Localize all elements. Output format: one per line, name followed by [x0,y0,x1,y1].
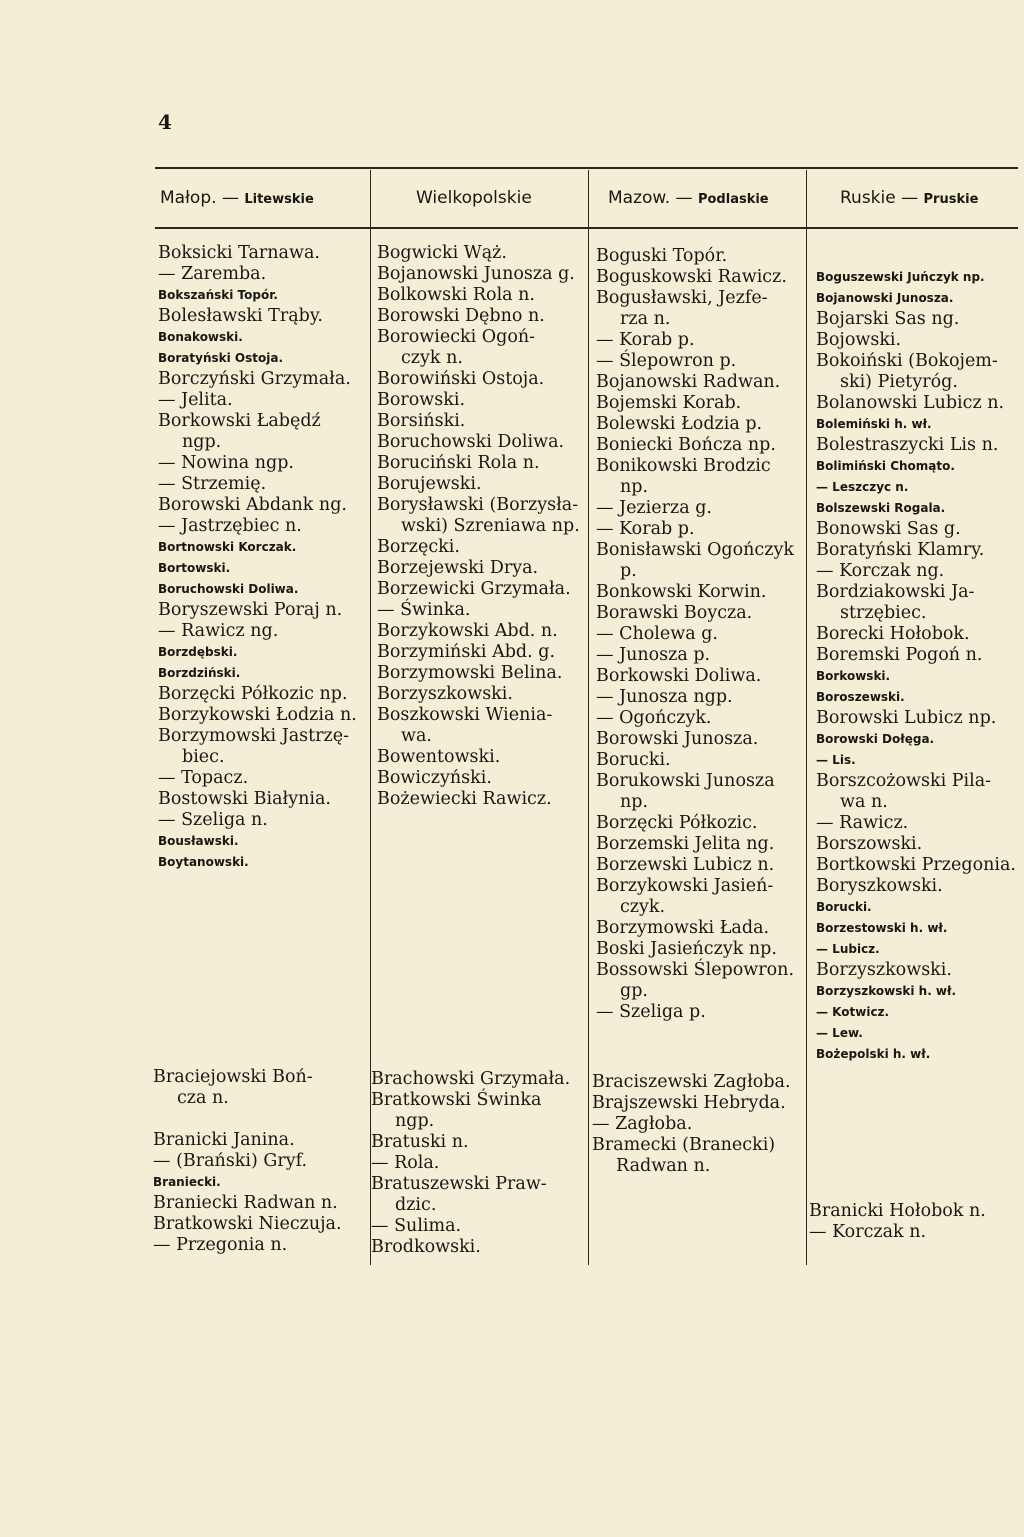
list-item: — Strzemię. [158,474,267,494]
list-item: strzębiec. [840,603,927,623]
list-item: Borkowski Doliwa. [596,666,762,686]
list-item: — Lubicz. [816,942,880,956]
list-item: Borszcożowski Pila- [816,771,992,791]
list-item: — Ślepowron p. [596,351,737,371]
list-item: Bogusławski, Jezfe- [596,288,768,308]
list-item: Bratuszewski Praw- [371,1174,547,1194]
list-item: rza n. [620,309,671,329]
list-item: Brodkowski. [371,1237,481,1257]
list-item: — Korab p. [596,330,695,350]
list-item: Bolesławski Trąby. [158,306,323,326]
header-sub: Podlaskie [697,192,769,207]
list-item: Bożewiecki Rawicz. [377,789,552,809]
list-item: — Zaremba. [158,264,267,284]
list-item: Bowiczyński. [377,768,492,788]
list-item: Borowiński Ostoja. [377,369,545,389]
column-divider [588,170,589,1265]
list-item: — Junosza p. [596,645,711,665]
header-sub: Pruskie [923,192,979,207]
list-item: Bojanowski Junosza. [816,291,954,305]
list-item: Boruciński Rola n. [377,453,540,473]
list-item: Boratyński Ostoja. [158,351,284,365]
list-item: Borkowski. [816,669,891,683]
list-item: — Junosza ngp. [596,687,733,707]
list-item: Borzyszkowski. [377,684,513,704]
list-item: Borzemski Jelita ng. [596,834,775,854]
list-item: Borujewski. [377,474,482,494]
list-item: Bolemiński h. wł. [816,417,932,431]
list-item: dzic. [395,1195,437,1215]
list-item: Borawski Boycza. [596,603,753,623]
list-item: — Lew. [816,1026,863,1040]
list-item: Bramecki (Branecki) [592,1135,776,1155]
list-item [153,1109,342,1130]
list-item: Borzejewski Drya. [377,558,539,578]
list-item: Bowentowski. [377,747,501,767]
list-item: Borzymowski Belina. [377,663,563,683]
list-item: Bonakowski. [158,330,243,344]
list-item: Borzymiński Abd. g. [377,642,556,662]
list-item: Branicki Janina. [153,1130,295,1150]
column-header [160,188,314,214]
column-wielkopolskie-a [377,243,580,810]
list-item: Bonkowski Korwin. [596,582,767,602]
list-item: Borzykowski Abd. n. [377,621,558,641]
list-item: Borzykowski Jasień- [596,876,774,896]
list-item: — (Brański) Gryf. [153,1151,308,1171]
column-malop-litewskie-b [153,1067,342,1256]
list-item: Bortnowski Korczak. [158,540,297,554]
list-item: Bojowski. [816,330,902,350]
list-item: Borucki. [816,900,872,914]
list-item: Bojarski Sas ng. [816,309,960,329]
list-item: Borowski Lubicz np. [816,708,997,728]
list-item: — Kotwicz. [816,1005,890,1019]
list-item: czyk n. [401,348,463,368]
list-item: — Jastrzębiec n. [158,516,302,536]
list-item: Boguskowski Rawicz. [596,267,787,287]
list-item: Borkowski Łabędź [158,411,321,431]
list-item: Bonisławski Ogończyk [596,540,794,560]
list-item: Borzęcki Półkozic. [596,813,758,833]
column-mazow-podlaskie-b [592,1072,791,1177]
list-item: Bossowski Ślepowron. [596,960,795,980]
list-item: — Sulima. [371,1216,462,1236]
list-item: Boratyński Klamry. [816,540,985,560]
list-item: Borowski Abdank ng. [158,495,347,515]
list-item: Branicki Hołobok n. [809,1201,986,1221]
list-item: Braciszewski Zagłoba. [592,1072,791,1092]
list-item: — Szeliga p. [596,1002,706,1022]
list-item: Boruchowski Doliwa. [158,582,299,596]
list-item: Borzewicki Grzymała. [377,579,571,599]
list-item: Bolkowski Rola n. [377,285,535,305]
list-item: Borecki Hołobok. [816,624,970,644]
list-item: — Rola. [371,1153,440,1173]
list-item: Borzymowski Łada. [596,918,770,938]
list-item: — Korczak ng. [816,561,945,581]
list-item: Brajszewski Hebryda. [592,1093,786,1113]
column-divider [806,170,807,1265]
list-item: Boguski Topór. [596,246,728,266]
header-main: Wielkopolskie [416,188,532,208]
list-item: np. [620,477,649,497]
column-malop-litewskie-a [158,243,357,873]
list-item: — Korab p. [596,519,695,539]
list-item: Borukowski Junosza [596,771,775,791]
list-item: p. [620,561,637,581]
list-item: Borzdębski. [158,645,238,659]
list-item: Borczyński Grzymała. [158,369,351,389]
list-item: Bratkowski Świnka [371,1090,542,1110]
list-item: Bolimiński Chomąto. [816,459,955,473]
list-item: — Cholewa g. [596,624,718,644]
page-number: 4 [158,110,172,134]
list-item: — Świnka. [377,600,471,620]
list-item: wski) Szreniawa np. [401,516,580,536]
header-sub: Litewskie [244,192,314,207]
list-item: Borzymowski Jastrzę- [158,726,350,746]
top-rule [155,167,1018,169]
list-item: Braniecki. [153,1175,221,1189]
list-item: Boniecki Bończa np. [596,435,776,455]
list-item: Bokoiński (Bokojem- [816,351,998,371]
list-item: Boszkowski Wienia- [377,705,553,725]
list-item: Borzestowski h. wł. [816,921,948,935]
list-item: Borowski Junosza. [596,729,759,749]
list-item: Borowski. [377,390,466,410]
column-header [608,188,769,214]
list-item: Bokszański Topór. [158,288,278,302]
list-item: Borzęcki Półkozic np. [158,684,348,704]
list-item: Borzdziński. [158,666,241,680]
column-mazow-podlaskie-a [596,246,794,1023]
list-item: Bordziakowski Ja- [816,582,975,602]
list-item: — Rawicz. [816,813,909,833]
list-item: Bonowski Sas g. [816,519,961,539]
list-item: Bortowski. [158,561,231,575]
list-item: Bratkowski Nieczuja. [153,1214,342,1234]
column-ruskie-pruskie-b [809,1201,986,1243]
header-main: Ruskie — [840,188,919,208]
column-wielkopolskie-b [371,1069,570,1258]
list-item: Bolestraszycki Lis n. [816,435,999,455]
list-item: Boremski Pogoń n. [816,645,983,665]
list-item: Boryszewski Poraj n. [158,600,343,620]
list-item: np. [620,792,649,812]
list-item: ski) Pietyróg. [840,372,958,392]
list-item: Borowiecki Ogoń- [377,327,536,347]
list-item: Borowski Dębno n. [377,306,545,326]
list-item: Bolszewski Rogala. [816,501,946,515]
list-item: Bratuski n. [371,1132,469,1152]
list-item: Borsiński. [377,411,466,431]
list-item: Borzykowski Łodzia n. [158,705,357,725]
list-item: Braciejowski Boń- [153,1067,313,1087]
list-item: — Ogończyk. [596,708,712,728]
list-item: — Szeliga n. [158,810,268,830]
list-item: Boguszewski Juńczyk np. [816,270,985,284]
list-item: Bojanowski Radwan. [596,372,781,392]
list-item: — Jezierza g. [596,498,712,518]
list-item: — Przegonia n. [153,1235,288,1255]
list-item: Bożepolski h. wł. [816,1047,931,1061]
list-item: Boroszewski. [816,690,905,704]
list-item: Borzyszkowski h. wł. [816,984,957,998]
list-item: Boski Jasieńczyk np. [596,939,777,959]
list-item: Bonikowski Brodzic [596,456,771,476]
list-item: Bostowski Białynia. [158,789,331,809]
list-item: Bogwicki Wąż. [377,243,507,263]
header-main: Mazow. — [608,188,693,208]
list-item: Braniecki Radwan n. [153,1193,338,1213]
list-item: Borucki. [596,750,671,770]
list-item: Borowski Dołęga. [816,732,935,746]
list-item: Boytanowski. [158,855,249,869]
list-item: Borysławski (Borzysła- [377,495,579,515]
list-item: Bojemski Korab. [596,393,742,413]
list-item: — Leszczyc n. [816,480,909,494]
header-rule [155,227,1018,229]
list-item: Borzyszkowski. [816,960,952,980]
list-item: ngp. [182,432,222,452]
list-item: — Nowina ngp. [158,453,294,473]
list-item: cza n. [177,1088,229,1108]
list-item: Bolanowski Lubicz n. [816,393,1005,413]
list-item: czyk. [620,897,666,917]
list-item: — Korczak n. [809,1222,927,1242]
list-item: Boryszkowski. [816,876,943,896]
list-item: — Topacz. [158,768,249,788]
list-item: Bortkowski Przegonia. [816,855,1016,875]
list-item: Boruchowski Doliwa. [377,432,565,452]
list-item: Brachowski Grzymała. [371,1069,571,1089]
list-item: — Rawicz ng. [158,621,279,641]
list-item: Radwan n. [616,1156,711,1176]
list-item: wa. [401,726,432,746]
column-header [416,188,532,214]
list-item: gp. [620,981,648,1001]
list-item: — Jelita. [158,390,233,410]
list-item: — Zagłoba. [592,1114,693,1134]
list-item: Bousławski. [158,834,239,848]
column-ruskie-pruskie-a [816,267,1016,1065]
header-main: Małop. — [160,188,239,208]
list-item: Borzęcki. [377,537,460,557]
list-item: ngp. [395,1111,435,1131]
list-item: wa n. [840,792,888,812]
list-item: Bojanowski Junosza g. [377,264,575,284]
list-item: Borzewski Lubicz n. [596,855,775,875]
list-item: biec. [182,747,225,767]
list-item: Borszowski. [816,834,923,854]
list-item: Bolewski Łodzia p. [596,414,763,434]
list-item: — Lis. [816,753,856,767]
list-item: Boksicki Tarnawa. [158,243,320,263]
column-header [840,188,978,214]
